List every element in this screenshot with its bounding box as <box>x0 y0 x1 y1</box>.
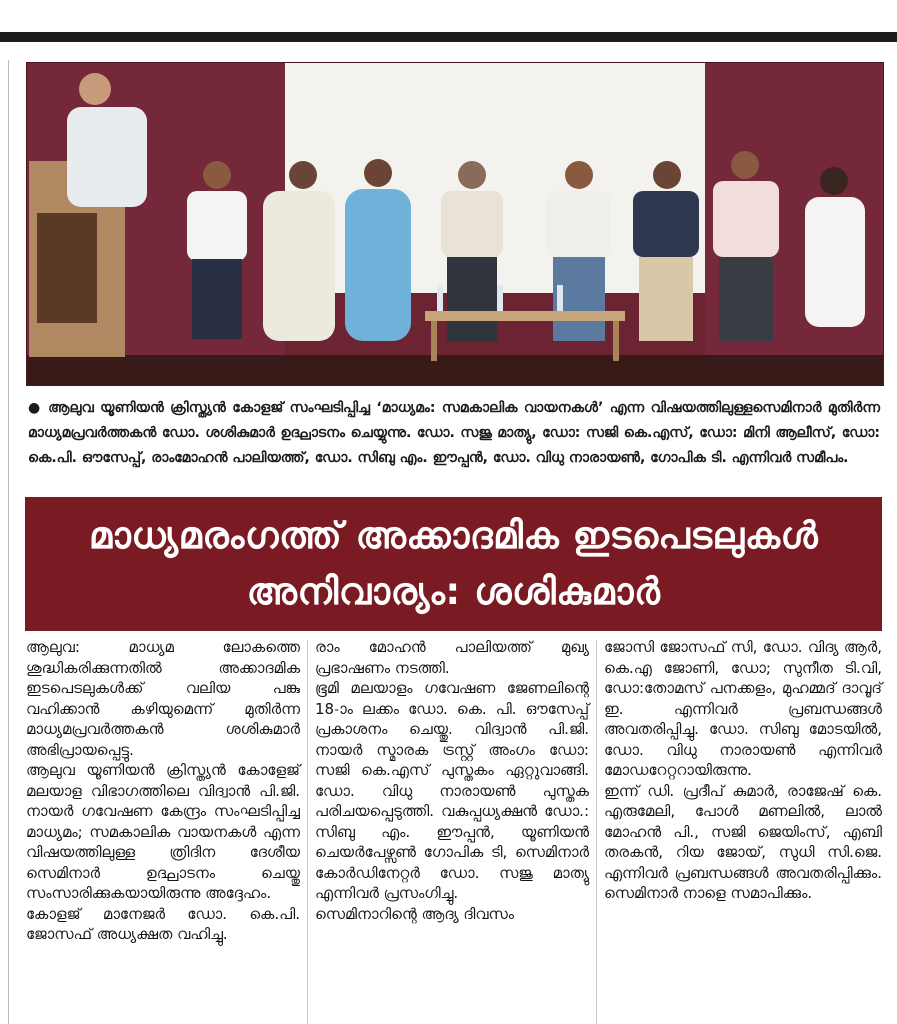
left-margin-rule <box>8 60 9 1024</box>
event-photo <box>26 62 884 386</box>
headline-line-2: അനിവാര്യം: ശശികുമാർ <box>246 570 661 613</box>
paragraph: ജോസി ജോസഫ് സി, ഡോ. വിദ്യ ആർ, കെ.എ ജോണി, ഡോ; സുനീത ടി.വി, ഡോ:തോമസ് പനക്കളം, മുഹമ്മദ് ദാവൂദ് ഇ. എന്നിവർ പ്രബന്ധങ്ങൾ അവതരിപ്പിച്ചു. ഡോ. സിബു മോടയിൽ, ഡോ. വിധു നാരായൺ എന്നിവർ മോഡറേറ്ററായിരുന്നു. <box>604 638 882 779</box>
paragraph: കോളജ് മാനേജർ ഡോ. കെ.പി. ജോസഫ് അധ്യക്ഷത വഹിച്ചു. <box>26 904 300 943</box>
paragraph: ഇന്ന് ഡി. പ്രദീപ് കുമാർ, രാജേഷ് കെ. എരുമേലി, പോൾ മണലിൽ, ലാൽ മോഹൻ പി., സജി ജെയിംസ്, എബി തരകൻ, റിയ ജോയ്, സുധി സി.ജെ. എന്നിവർ പ്രബന്ധങ്ങൾ അവതരിപ്പിക്കും. സെമിനാർ നാളെ സമാപിക്കും. <box>604 781 882 902</box>
photo-caption: ● ആലുവ യൂണിയൻ ക്രിസ്ത്യൻ കോളജ് സംഘടിപ്പിച്ച ‘മാധ്യമം: സമകാലിക വായനകൾ’ എന്ന വിഷയത്തിലുള്ളസെമിനാർ മുതിർന്ന മാധ്യമപ്രവർത്തകൻ ഡോ. ശശികുമാർ ഉദ്ഘാടനം ചെയ്യുന്നു. ഡോ. സജു മാത്യു, ഡോ: സജി കെ.എസ്, ഡോ: മിനി ആലീസ്, ഡോ: കെ.പി. ഔസേപ്പ്, രാംമോഹൻ പാലിയത്ത്, ഡോ. സിബു എം. ഈപ്പൻ, ഡോ. വിധു നാരായൺ, ഗോപിക ടി. എന്നിവർ സമീപം. <box>28 400 880 466</box>
top-rule <box>0 32 897 42</box>
headline <box>25 497 882 631</box>
paragraph: സെമിനാറിന്റെ ആദ്യ ദിവസം <box>315 904 515 923</box>
headline-line-1: മാധ്യമരംഗത്ത് അക്കാദമിക ഇടപെടലുകൾ <box>88 514 819 557</box>
paragraph: ആലുവ യൂണിയൻ ക്രിസ്ത്യൻ കോളേജ് മലയാള വിഭാഗത്തിലെ വിദ്വാൻ പി.ജി. നായർ ഗവേഷണ കേന്ദ്രം സംഘടിപ്പിച്ച മാധ്യമം; സമകാലിക വായനകൾ എന്ന വിഷയത്തിലുള്ള ത്രിദിന ദേശീയ സെമിനാർ ഉദ്ഘാടനം ചെയ്തു സംസാരിക്കുകയായിരുന്നു അദ്ദേഹം. <box>26 761 300 902</box>
article-column-3 <box>604 637 882 904</box>
paragraph: ആലുവ: മാധ്യമ ലോകത്തെ ശുദ്ധികരിക്കുന്നതിൽ അക്കാദമിക ഇടപെടലുകൾക്ക് വലിയ പങ്കു വഹിക്കാൻ കഴിയുമെന്ന് മുതിർന്ന മാധ്യമപ്രവർത്തകൻ ശശികുമാർ അഭിപ്രായപ്പെട്ടു. <box>26 638 300 759</box>
column-divider <box>307 640 308 1024</box>
column-divider <box>596 640 597 1024</box>
article-column-2 <box>315 637 589 924</box>
paragraph: രാം മോഹൻ പാലിയത്ത് മുഖ്യ പ്രഭാഷണം നടത്തി. <box>315 638 589 677</box>
article-column-1 <box>26 637 300 945</box>
paragraph: ഭൂമി മലയാളം ഗവേഷണ ജേണലിന്റെ 18-ാം ലക്കം ഡോ. കെ. പി. ഔസേപ്പ് പ്രകാശനം ചെയ്തു. വിദ്വാൻ പി.ജി. നായർ സ്മാരക ട്രസ്റ്റ് അംഗം ഡോ: സജി കെ.എസ് പുസ്തകം ഏറ്റുവാങ്ങി. ഡോ. വിധു നാരായൺ പുസ്തക പരിചയപ്പെടുത്തി. വകുപ്പധ്യക്ഷൻ ഡോ.: സിബു എം. ഈപ്പൻ, യൂണിയൻ ചെയർപേഴ്സൺ ഗോപിക ടി, സെമിനാർ കോർഡിനേറ്റർ ഡോ. സജു മാത്യു എന്നിവർ പ്രസംഗിച്ചു. <box>315 679 589 902</box>
